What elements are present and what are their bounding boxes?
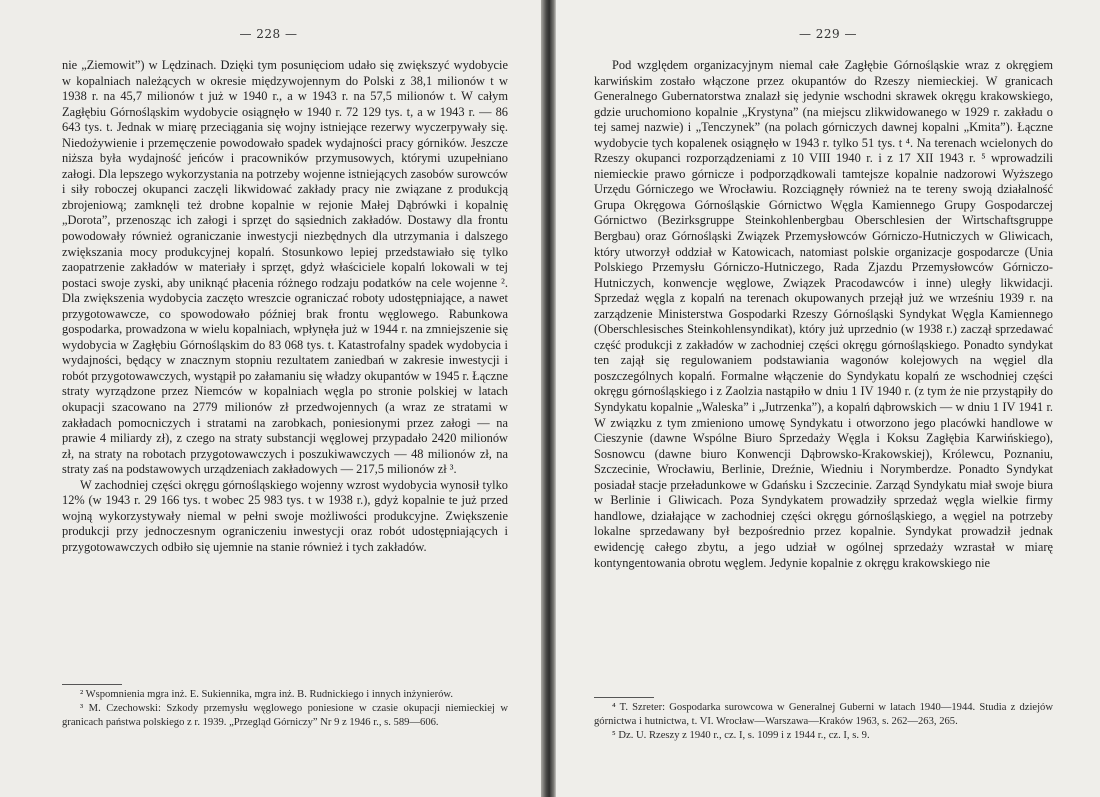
main-text [594,58,1053,571]
right-page [556,0,1100,797]
footnotes [62,688,508,730]
footnote: ⁵ Dz. U. Rzeszy z 1940 r., cz. I, s. 1099 i z 1944 r., cz. I, s. 9. [612,730,870,741]
footnote-rule [62,684,122,685]
footnote: ⁴ T. Szreter: Gospodarka surowcowa w Generalnej Guberni w latach 1940—1944. Studia z dziejów górnictwa i hutnictwa, t. VI. Wrocław—Warszawa—Kraków 1963, s. 262—263, 265. [594,702,1053,727]
page-number: — 228 — [239,27,298,41]
paragraph: Pod względem organizacyjnym niemal całe Zagłębie Górnośląskie wraz z okręgiem karwińskim zostało włączone przez okupantów do Rzeszy niemieckiej. W granicach Generalnego Gubernatorstwa znalazł się jedynie wschodni skrawek okręgu krakowskiego, gdzie uruchomiono kopalnie „Krystyna” (na miejscu zlikwidowanego w 1929 r. zakładu o tej samej nazwie) i „Tenczynek” (na polach górniczych dawnej kopalni „Kmita”). Łączne wydobycie tych kopalenek osiągnęło w 1943 r. tylko 51 tys. t ⁴. Na terenach wcielonych do Rzeszy okupanci rozporządzeniami z 10 VIII 1940 r. i z 17 XII 1943 r. ⁵ wprowadzili niemieckie prawo górnicze i podporządkowali tamtejsze kopalnie nadzorowi Wyższego Urzędu Górniczego we Wrocławiu. Rozciągnęły również na te tereny swoją działalność Grupa Okręgowa Górnośląskie Górnictwo Węgla Kamiennego Grupy Gospodarczej Górnictwo (Bezirksgruppe Steinkohlenbergbau Oberschlesien der Wirtschaftsgruppe Bergbau) oraz Górnośląski Związek Przemysłowców Górniczo-Hutniczych w Gliwicach, który utworzył oddział w Katowicach, natomiast polskie organizacje gospodarcze (Unia Polskiego Przemysłu Górniczo-Hutniczego, Rada Zjazdu Przemysłowców Górniczo-Hutniczych, konwencje węglowe, Związek Pracodawców i inne) uległy likwidacji. Sprzedaż węgla z kopalń na terenach okupowanych przejął już we wrześniu 1939 r. na zarządzenie Ministerstwa Gospodarki Rzeszy Górnośląski Syndykat Węgla Kamiennego (Oberschlesisches Steinkohlensyndikat), który już uprzednio (w 1938 r.) zaczął sprzedawać część produkcji z zakładów w zachodniej części okręgu górnośląskiego. Ponadto syndykat ten zajął się regulowaniem podstawiania wagonów kolejowych na węgiel dla poszczególnych kopalń. Formalne włączenie do Syndykatu kopalń ze wschodniej części okręgu górnośląskiego i z Zaolzia nastąpiło w dniu 1 IV 1940 r. (z tym że nie przystąpiły do Syndykatu kopalnie „Waleska” i „Jutrzenka”), a kopalń dąbrowskich — w dniu 1 IV 1941 r. W związku z tym zmieniono umowę Syndykatu i otworzono jego placówki handlowe w Cieszynie (dawne Wspólne Biuro Sprzedaży Węgla i Koksu Zagłębia Karwińskiego), Sosnowcu (dawne biuro Konwencji Dąbrowsko-Krakowskiej), Królewcu, Poznaniu, Szczecinie, Wrocławiu, Berlinie, Dreźnie, Wiedniu i Norymberdze. Ponadto Syndykat posiadał stacje przeładunkowe w Gdańsku i Szczecinie. Zarząd Syndykatu miał swoje biura w Berlinie i Gliwicach. Poza Syndykatem prowadziły sprzedaż węgla wielkie firmy handlowe, działające w zachodniej części okręgu górnośląskiego, a węgiel na potrzeby lokalne sprzedawany był bezpośrednio przez kopalnie. Syndykat prowadził jednak ewidencję całego zbytu, a jego udział w ogólnej sprzedaży wzrastał w miarę kontyngentowania obrotu węglem. Jedynie kopalnie z okręgu krakowskiego nie [594,58,1053,570]
paragraph: W zachodniej części okręgu górnośląskiego wojenny wzrost wydobycia wynosił tylko 12% (w 1943 r. 29 166 tys. t wobec 25 983 tys. t w 1938 r.), gdyż kopalnie te już przed wojną wykorzystywały niemal w pełni swoje możliwości produkcyjne. Zwiększenie produkcji przy jednoczesnym ograniczeniu inwestycji oraz robót udostępniających i przygotowawczych odbiło się ujemnie na stanie również i tych zakładów. [62,477,508,554]
book-gutter [541,0,556,797]
footnote-rule [594,697,654,698]
footnote: ² Wspomnienia mgra inż. E. Sukiennika, mgra inż. B. Rudnickiego i innych inżynierów. [80,689,453,700]
footnote: ³ M. Czechowski: Szkody przemysłu węglowego poniesione w czasie okupacji niemieckiej w granicach państwa polskiego z r. 1939. „Przegląd Górniczy” Nr 9 z 1946 r., s. 589—606. [62,703,508,728]
footnotes [594,701,1053,743]
left-page [0,0,541,797]
page-number: — 229 — [798,27,858,41]
main-text [62,58,508,556]
paragraph: nie „Ziemowit”) w Lędzinach. Dzięki tym posunięciom udało się zwiększyć wydobycie w kopalniach należących w okresie międzywojennym do Polski z 38,1 milionów t w 1938 r. na 45,7 milionów t już w 1940 r., a w 1943 r. na 57,5 milionów t. W całym Zagłębiu Górnośląskim wydobycie osiągnęło w 1940 r. 72 129 tys. t, a w 1943 r. — 86 643 tys. t. Jednak w miarę przeciągania się wojny istniejące rezerwy wyczerpywały się. Niedożywienie i przemęczenie powodowało spadek wydajności pracy górników. Jeszcze niższa była wydajność jeńców i pracowników przymusowych, którymi uzupełniano załogi. Dla lepszego wykorzystania na potrzeby wojenne istniejących zasobów surowców i siły roboczej okupanci zaczęli likwidować zakłady pracy nie związane z produkcją zbrojeniową; zamknęli też drobne kopalnie w rejonie Małej Dąbrówki i kopalnię „Dorota”, przenosząc ich załogi i sprzęt do sąsiednich zakładów. Dostawy dla frontu powodowały również ograniczanie inwestycji niezbędnych dla utrzymania i dalszego zwiększania mocy produkcyjnej kopalń. Stosunkowo lepiej przedstawiało się tylko zaopatrzenie zakładów w materiały i sprzęt, gdyż właściciele kopalń lokowali w tej postaci swoje zyski, aby uniknąć płacenia różnego rodzaju podatków na cele wojenne ². Dla zwiększenia wydobycia zaczęto wreszcie ograniczać roboty udostępniające, a nawet przygotowawcze, co spowodowało później brak frontu węglowego. Rabunkowa gospodarka, prowadzona w wielu kopalniach, wpłynęła już w 1944 r. na zmniejszenie się wydobycia w Zagłębiu Górnośląskim do 83 068 tys. t. Katastrofalny spadek wydobycia i wydajności, będący w znacznym stopniu rezultatem zaniedbań w zakresie inwestycji i robót przygotowawczych, wystąpił po załamaniu się władzy okupantów w 1945 r. Łączne straty wyrządzone przez Niemców w kopalniach węgla po stronie polskiej w latach okupacji szacowano na 2779 milionów zł przedwojennych (a wraz ze stratami w zakładach pomocniczych i stratami na zarobkach, poniesionymi przez załogi — na prawie 4 miliardy zł), z czego na straty substancji węglowej przypadało 2420 milionów zł, na straty na robotach przygotowawczych i poszukiwawczych — 48 milionów zł, na straty zaś na podstawowych urządzeniach zakładowych — 217,5 milionów zł ³. [62,58,508,477]
